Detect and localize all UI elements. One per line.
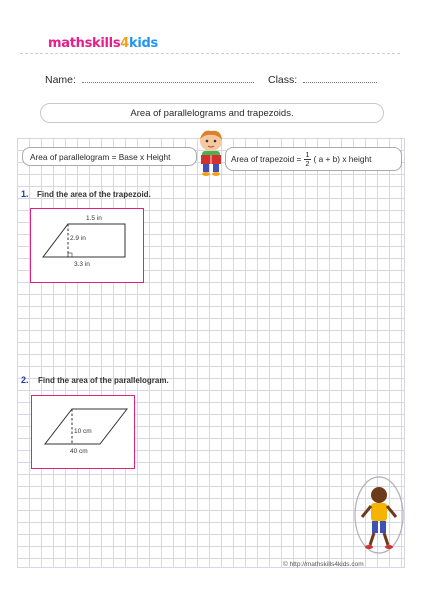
class-line[interactable]: [303, 73, 377, 83]
header-divider: [20, 53, 400, 54]
trapezoid-height-label: 2.9 in: [70, 235, 86, 242]
class-field[interactable]: [268, 73, 377, 86]
trapezoid-figure: [31, 209, 145, 284]
logo-part-kids: kids: [129, 36, 158, 51]
fraction-numerator: 1: [305, 149, 310, 159]
name-line[interactable]: [82, 73, 254, 83]
brand-logo: [48, 36, 158, 51]
right-angle-marker: [68, 253, 72, 257]
footer-copyright: © http://mathskills4kids.com: [283, 561, 364, 568]
fraction-denominator: 2: [305, 158, 310, 168]
question-2-text: Find the area of the parallelogram.: [38, 376, 169, 385]
logo-part-4: 4: [120, 36, 130, 51]
parallelogram-figure: [32, 396, 136, 470]
trapezoid-formula: [225, 147, 402, 171]
trapezoid-bottom-label: 3.3 in: [74, 261, 90, 268]
parallelogram-height-label: 10 cm: [74, 428, 92, 435]
logo-part-mathskills: mathskills: [48, 36, 121, 51]
half-fraction: [304, 151, 310, 168]
graph-paper-grid: [17, 138, 405, 568]
trapezoid-figure-box: [30, 208, 144, 283]
parallelogram-shape: [45, 409, 127, 444]
class-label: Class:: [268, 74, 298, 86]
parallelogram-base-label: 40 cm: [70, 448, 88, 455]
question-1-text: Find the area of the trapezoid.: [37, 190, 151, 199]
question-2-number: 2.: [21, 375, 29, 385]
worksheet-title: Area of parallelograms and trapezoids.: [40, 103, 384, 123]
trapezoid-formula-prefix: Area of trapezoid =: [231, 154, 302, 164]
name-label: Name:: [45, 74, 76, 86]
parallelogram-formula: Area of parallelogram = Base x Height: [22, 147, 197, 166]
trapezoid-top-label: 1.5 in: [86, 215, 102, 222]
parallelogram-figure-box: [31, 395, 135, 469]
reading-boy-illustration: [193, 130, 229, 176]
jump-rope-kid-illustration: [352, 475, 406, 557]
trapezoid-formula-suffix: ( a + b) x height: [313, 154, 372, 164]
question-1-number: 1.: [21, 189, 29, 199]
name-field[interactable]: [45, 73, 254, 86]
